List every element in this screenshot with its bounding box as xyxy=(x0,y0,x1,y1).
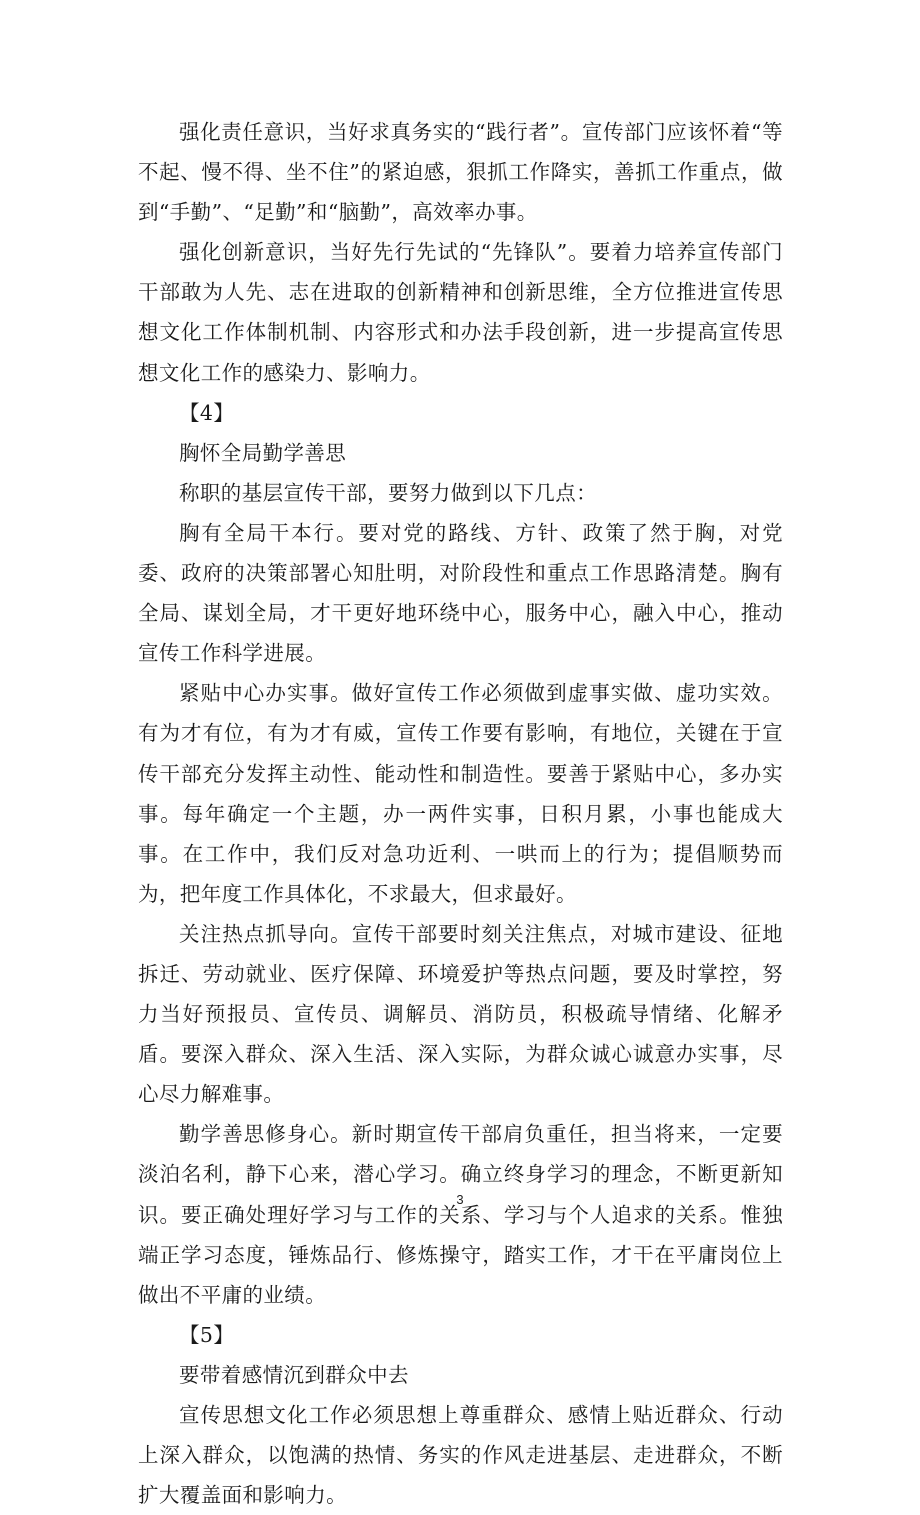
paragraph: 紧贴中心办实事。做好宣传工作必须做到虚事实做、虚功实效。有为才有位，有为才有威，宣传工作要有影响，有地位，关键在于宣传干部充分发挥主动性、能动性和制造性。要善于紧贴中心，多办实事。每年确定一个主题，办一两件实事，日积月累，小事也能成大事。在工作中，我们反对急功近利、一哄而上的行为；提倡顺势而为，把年度工作具体化，不求最大，但求最好。 xyxy=(138,681,783,906)
section-number: 【4】 xyxy=(179,400,235,425)
paragraph: 称职的基层宣传干部，要努力做到以下几点： xyxy=(179,480,597,505)
page-number: 3 xyxy=(456,1192,464,1207)
paragraph: 强化创新意识，当好先行先试的“先锋队”。要着力培养宣传部门干部敢为人先、志在进取的创新精神和创新思维，全方位推进宣传思想文化工作体制机制、内容形式和办法手段创新，进一步提高宣传思想文化工作的感染力、影响力。 xyxy=(138,240,783,385)
paragraph: 关注热点抓导向。宣传干部要时刻关注焦点，对城市建设、征地拆迁、劳动就业、医疗保障、环境爱护等热点问题，要及时掌控，努力当好预报员、宣传员、调解员、消防员，积极疏导情绪、化解矛盾。要深入群众、深入生活、深入实际，为群众诚心诚意办实事，尽心尽力解难事。 xyxy=(138,921,783,1107)
document-body xyxy=(138,112,783,1515)
paragraph: 强化责任意识，当好求真务实的“践行者”。宣传部门应该怀着“等不起、慢不得、坐不住”的紧迫感，狠抓工作降实，善抓工作重点，做到“手勤”、“足勤”和“脑勤”，高效率办事。 xyxy=(138,120,783,225)
paragraph: 胸有全局干本行。要对党的路线、方针、政策了然于胸，对党委、政府的决策部署心知肚明，对阶段性和重点工作思路清楚。胸有全局、谋划全局，才干更好地环绕中心，服务中心，融入中心，推动宣传工作科学进展。 xyxy=(138,520,783,666)
section-heading: 要带着感情沉到群众中去 xyxy=(179,1362,409,1387)
section-heading: 胸怀全局勤学善思 xyxy=(179,440,347,465)
paragraph: 勤学善思修身心。新时期宣传干部肩负重任，担当将来，一定要淡泊名利，静下心来，潜心学习。确立终身学习的理念，不断更新知识。要正确处理好学习与工作的关系、学习与个人追求的关系。惟独端正学习态度，锤炼品行、修炼操守，踏实工作，才干在平庸岗位上做出不平庸的业绩。 xyxy=(138,1122,783,1307)
paragraph: 宣传思想文化工作必须思想上尊重群众、感情上贴近群众、行动上深入群众，以饱满的热情、务实的作风走进基层、走进群众，不断扩大覆盖面和影响力。 xyxy=(138,1403,783,1508)
section-number: 【5】 xyxy=(179,1322,235,1347)
